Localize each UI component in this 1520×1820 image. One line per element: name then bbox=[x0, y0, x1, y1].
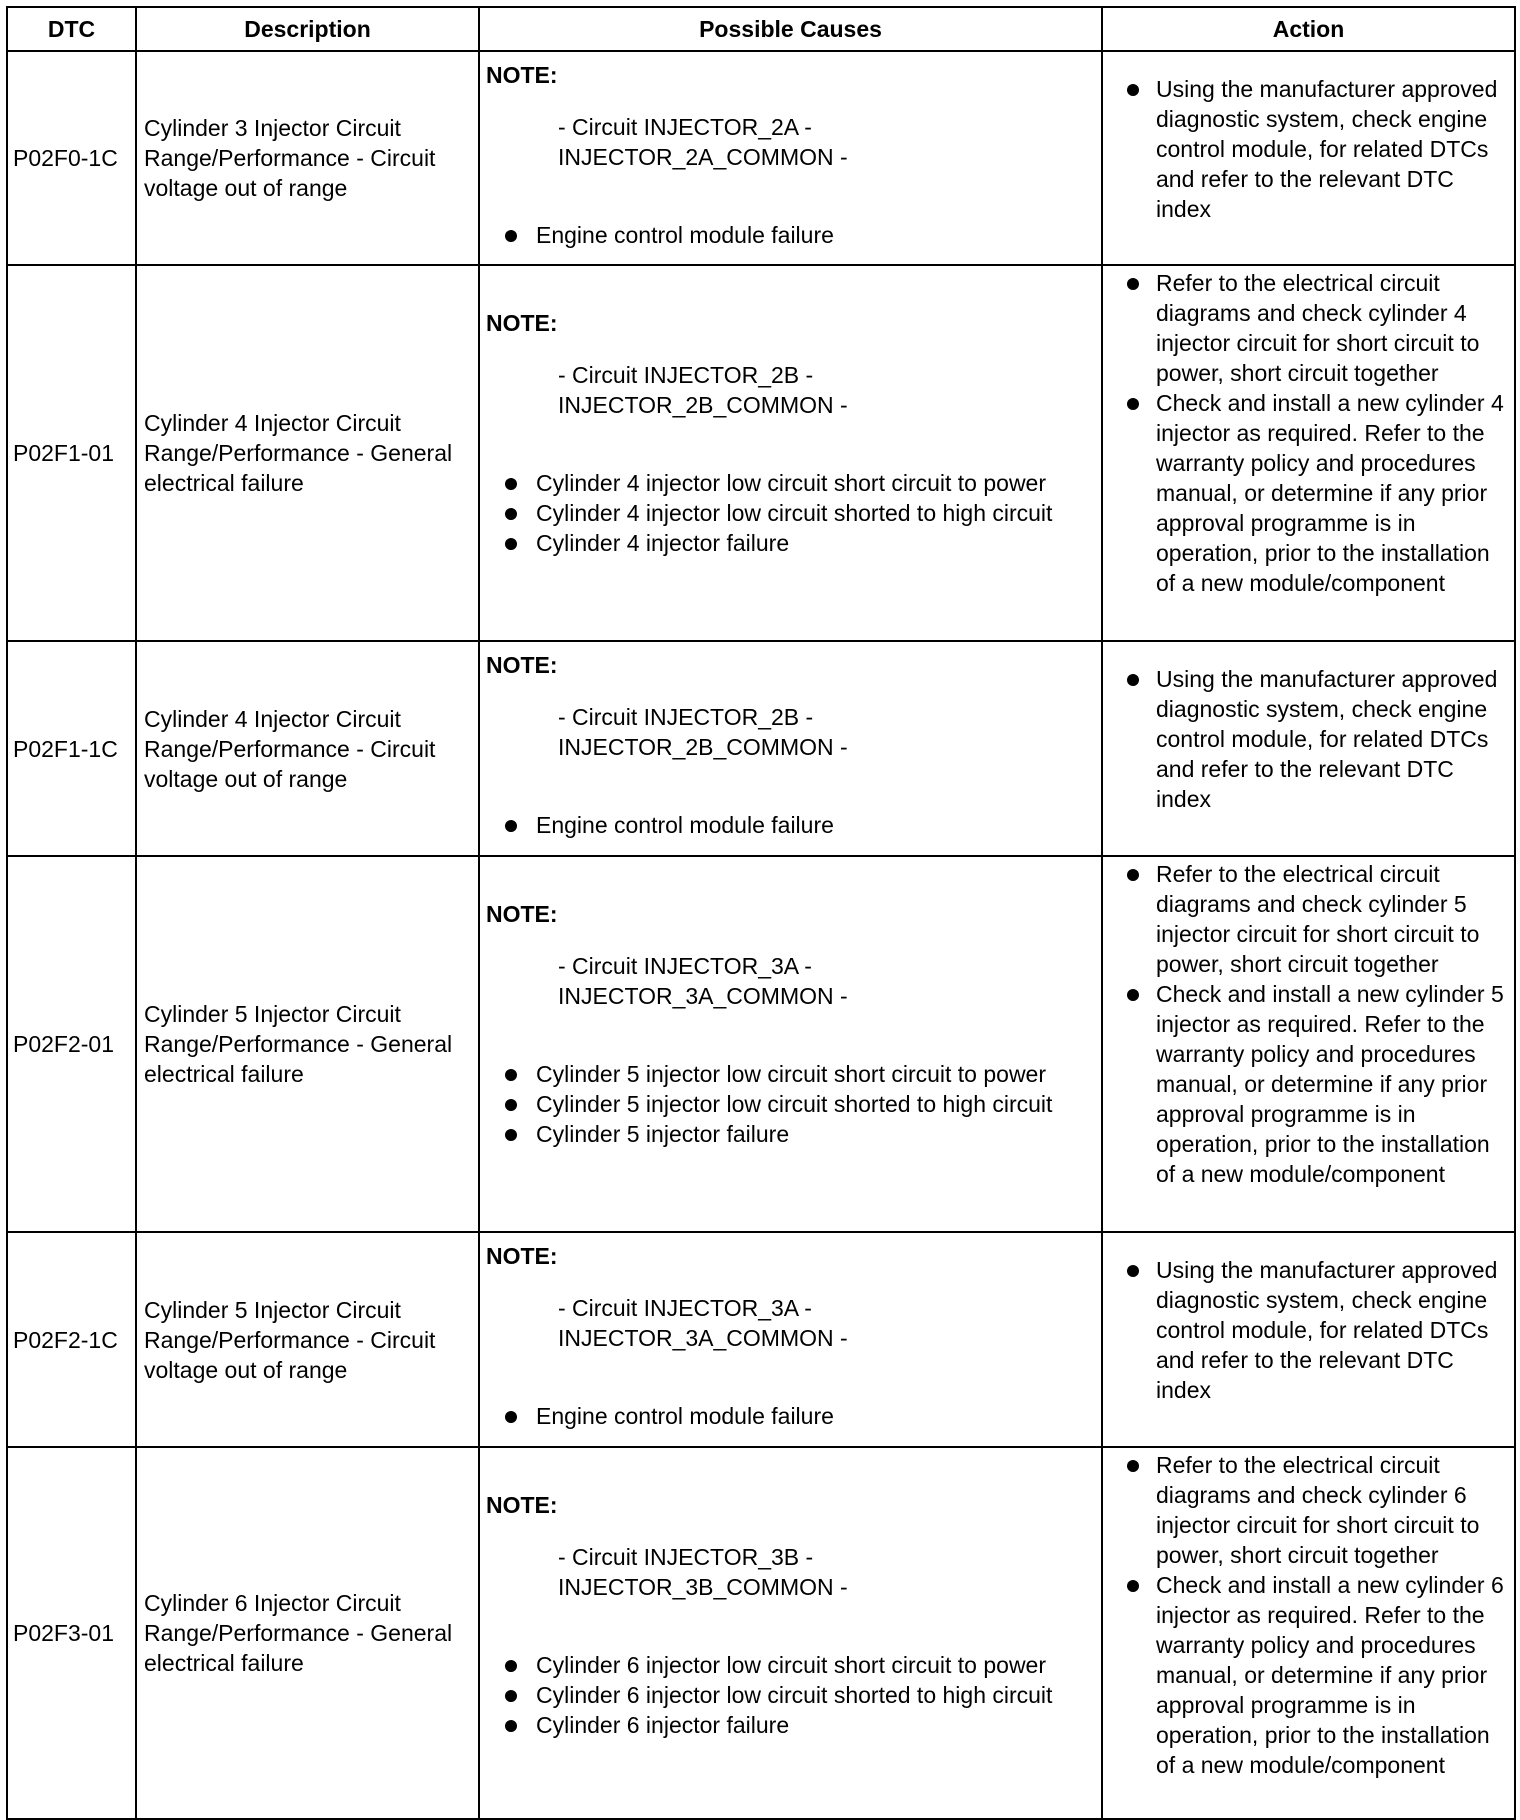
circuit-line: - Circuit INJECTOR_2B - bbox=[558, 362, 814, 388]
dtc-code: P02F0-1C bbox=[7, 51, 136, 265]
dtc-code: P02F1-01 bbox=[7, 265, 136, 641]
action-item: Refer to the electrical circuit diagrams and check cylinder 6 injector circuit for short circuit to power, short circuit together bbox=[1119, 1450, 1506, 1570]
circuit-note bbox=[558, 1293, 1095, 1353]
action-item: Refer to the electrical circuit diagrams and check cylinder 5 injector circuit for short circuit to power, short circuit together bbox=[1119, 859, 1506, 979]
actions-list bbox=[1119, 268, 1506, 598]
dtc-description: Cylinder 3 Injector Circuit Range/Performance - Circuit voltage out of range bbox=[136, 51, 479, 265]
dtc-code: P02F2-1C bbox=[7, 1232, 136, 1447]
cause-item: Cylinder 6 injector low circuit short circuit to power bbox=[486, 1650, 1095, 1680]
cause-item: Engine control module failure bbox=[486, 1401, 1095, 1431]
table-row bbox=[7, 1232, 1515, 1447]
circuit-line: - Circuit INJECTOR_3B - bbox=[558, 1544, 814, 1570]
dtc-description: Cylinder 6 Injector Circuit Range/Performance - General electrical failure bbox=[136, 1447, 479, 1819]
cause-item: Engine control module failure bbox=[486, 810, 1095, 840]
possible-causes-cell bbox=[479, 1232, 1102, 1447]
circuit-line: - Circuit INJECTOR_2B - bbox=[558, 704, 814, 730]
actions-list bbox=[1119, 859, 1506, 1189]
circuit-line: INJECTOR_3A_COMMON - bbox=[558, 983, 848, 1009]
circuit-line: INJECTOR_3B_COMMON - bbox=[558, 1574, 848, 1600]
circuit-note bbox=[558, 951, 1095, 1011]
action-item: Check and install a new cylinder 5 injector as required. Refer to the warranty policy and procedures manual, or determine if any prior approval programme is in operation, prior to the installation of a new module/component bbox=[1119, 979, 1506, 1189]
cause-item: Cylinder 5 injector low circuit shorted to high circuit bbox=[486, 1089, 1095, 1119]
table-row bbox=[7, 641, 1515, 856]
note-label: NOTE: bbox=[486, 62, 558, 88]
circuit-note bbox=[558, 1542, 1095, 1602]
actions-list bbox=[1119, 664, 1506, 814]
header-dtc: DTC bbox=[7, 7, 136, 51]
possible-causes-cell bbox=[479, 641, 1102, 856]
cause-item: Cylinder 6 injector low circuit shorted to high circuit bbox=[486, 1680, 1095, 1710]
action-cell bbox=[1102, 265, 1515, 641]
action-cell bbox=[1102, 51, 1515, 265]
causes-list bbox=[486, 810, 1095, 840]
action-item: Check and install a new cylinder 6 injector as required. Refer to the warranty policy and procedures manual, or determine if any prior approval programme is in operation, prior to the installation of a new module/component bbox=[1119, 1570, 1506, 1780]
circuit-line: INJECTOR_3A_COMMON - bbox=[558, 1325, 848, 1351]
cause-item: Cylinder 4 injector failure bbox=[486, 528, 1095, 558]
dtc-description: Cylinder 5 Injector Circuit Range/Performance - Circuit voltage out of range bbox=[136, 1232, 479, 1447]
cause-item: Cylinder 5 injector low circuit short circuit to power bbox=[486, 1059, 1095, 1089]
note-label: NOTE: bbox=[486, 1492, 558, 1518]
header-possible-causes: Possible Causes bbox=[479, 7, 1102, 51]
circuit-line: - Circuit INJECTOR_3A - bbox=[558, 953, 812, 979]
circuit-line: - Circuit INJECTOR_3A - bbox=[558, 1295, 812, 1321]
causes-list bbox=[486, 220, 1095, 250]
header-row bbox=[7, 7, 1515, 51]
causes-list bbox=[486, 1401, 1095, 1431]
table-row bbox=[7, 856, 1515, 1232]
actions-list bbox=[1119, 1450, 1506, 1780]
action-item: Using the manufacturer approved diagnostic system, check engine control module, for related DTCs and refer to the relevant DTC index bbox=[1119, 1255, 1506, 1405]
header-description: Description bbox=[136, 7, 479, 51]
action-cell bbox=[1102, 1447, 1515, 1819]
dtc-code: P02F2-01 bbox=[7, 856, 136, 1232]
header-action: Action bbox=[1102, 7, 1515, 51]
actions-list bbox=[1119, 1255, 1506, 1405]
causes-list bbox=[486, 1059, 1095, 1149]
circuit-note bbox=[558, 112, 1095, 172]
note-label: NOTE: bbox=[486, 310, 558, 336]
circuit-note bbox=[558, 702, 1095, 762]
circuit-line: INJECTOR_2B_COMMON - bbox=[558, 734, 848, 760]
table-row bbox=[7, 265, 1515, 641]
action-cell bbox=[1102, 856, 1515, 1232]
table-row bbox=[7, 1447, 1515, 1819]
action-item: Using the manufacturer approved diagnostic system, check engine control module, for related DTCs and refer to the relevant DTC index bbox=[1119, 74, 1506, 224]
cause-item: Engine control module failure bbox=[486, 220, 1095, 250]
table-row bbox=[7, 51, 1515, 265]
dtc-table bbox=[6, 6, 1516, 1820]
causes-list bbox=[486, 1650, 1095, 1740]
circuit-line: - Circuit INJECTOR_2A - bbox=[558, 114, 812, 140]
cause-item: Cylinder 4 injector low circuit short circuit to power bbox=[486, 468, 1095, 498]
cause-item: Cylinder 5 injector failure bbox=[486, 1119, 1095, 1149]
possible-causes-cell bbox=[479, 1447, 1102, 1819]
action-item: Check and install a new cylinder 4 injector as required. Refer to the warranty policy and procedures manual, or determine if any prior approval programme is in operation, prior to the installation of a new module/component bbox=[1119, 388, 1506, 598]
circuit-line: INJECTOR_2B_COMMON - bbox=[558, 392, 848, 418]
note-label: NOTE: bbox=[486, 1243, 558, 1269]
dtc-description: Cylinder 5 Injector Circuit Range/Performance - General electrical failure bbox=[136, 856, 479, 1232]
note-label: NOTE: bbox=[486, 652, 558, 678]
dtc-description: Cylinder 4 Injector Circuit Range/Performance - Circuit voltage out of range bbox=[136, 641, 479, 856]
dtc-code: P02F3-01 bbox=[7, 1447, 136, 1819]
circuit-line: INJECTOR_2A_COMMON - bbox=[558, 144, 848, 170]
action-item: Using the manufacturer approved diagnostic system, check engine control module, for related DTCs and refer to the relevant DTC index bbox=[1119, 664, 1506, 814]
action-item: Refer to the electrical circuit diagrams and check cylinder 4 injector circuit for short circuit to power, short circuit together bbox=[1119, 268, 1506, 388]
action-cell bbox=[1102, 1232, 1515, 1447]
dtc-description: Cylinder 4 Injector Circuit Range/Performance - General electrical failure bbox=[136, 265, 479, 641]
possible-causes-cell bbox=[479, 265, 1102, 641]
cause-item: Cylinder 6 injector failure bbox=[486, 1710, 1095, 1740]
dtc-code: P02F1-1C bbox=[7, 641, 136, 856]
possible-causes-cell bbox=[479, 51, 1102, 265]
causes-list bbox=[486, 468, 1095, 558]
circuit-note bbox=[558, 360, 1095, 420]
cause-item: Cylinder 4 injector low circuit shorted to high circuit bbox=[486, 498, 1095, 528]
actions-list bbox=[1119, 74, 1506, 224]
possible-causes-cell bbox=[479, 856, 1102, 1232]
note-label: NOTE: bbox=[486, 901, 558, 927]
action-cell bbox=[1102, 641, 1515, 856]
